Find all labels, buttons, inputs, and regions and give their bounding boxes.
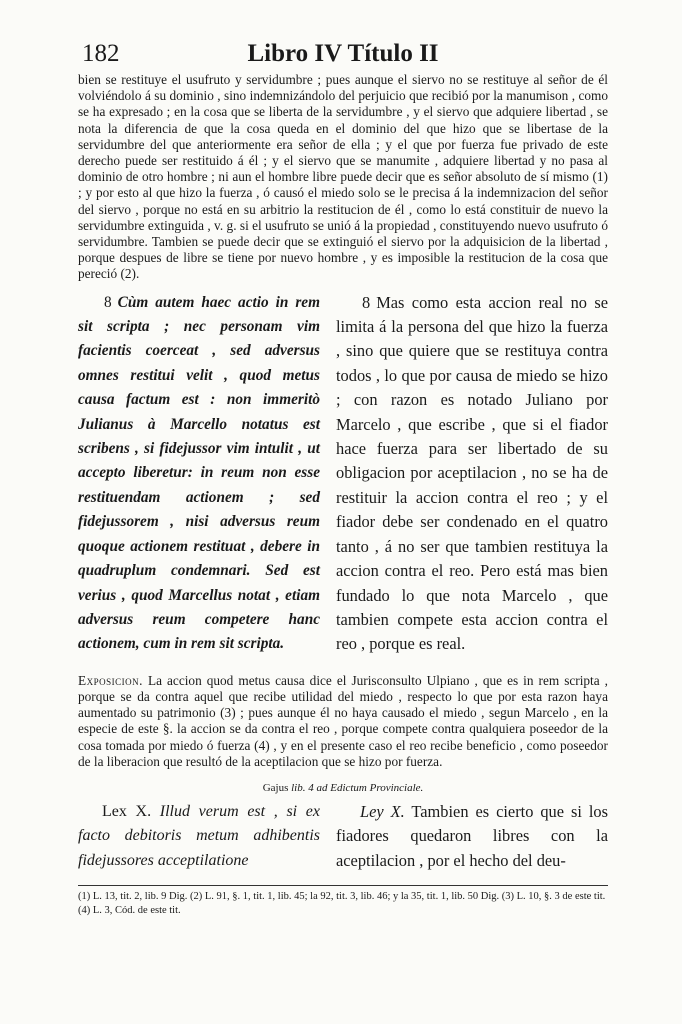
section-8-spanish — [336, 291, 608, 657]
section-8-latin — [78, 291, 336, 657]
spanish-text: Mas como esta accion real no se limita á la persona del que hizo la fuerza , sino que quiere que se restituya contra todos , lo que por causa de miedo se hizo ; con razon es notado Juliano por Marcelo , que escribe , que si el fiador hace fuerza para ser libertado de su obligacion por aceptilacion , no se ha de restituir la accion contra el reo ; y el fiador debe ser condenado en el quatro tanto , á no ser que tambien restituya la accion contra el reo. Pero está mas bien fundado lo que nota Marcelo , que tambien compete esta accion contra el reo , porque es real. — [336, 292, 608, 654]
source-citation — [78, 782, 608, 794]
source-work: lib. 4 ad Edictum Provinciale. — [291, 781, 424, 794]
book-page — [78, 38, 608, 918]
lex-10-columns — [78, 800, 608, 873]
intro-paragraph: bien se restituye el usufruto y servidumbre ; pues aunque el siervo no se restituye al señor de él volviéndolo á su dominio , sino indemnizándolo del perjuicio que recibió por la manumison , como se ha expresado ; en la cosa que se liberta de la servidumbre , y el siervo que adquiere libertad , se nota la diferencia de que la cosa queda en el dominio del que hizo que se libertase de la servidumbre del que anteriormente era señor de ella ; y el que por fuerza fue privado de este derecho puede ser restituido á él ; y el siervo que se manumite , adquiere libertad y no pasa al dominio de otro hombre ; ni aun el hombre libre puede decir que es señor absoluto de sí mismo (1) ; y por esto al que hizo la fuerza , ó causó el miedo solo se le precisa á la indemnizacion del señor del siervo , porque no está en su arbitrio la restitucion de él , como lo está constituir de nuevo la servidumbre extinguida , v. g. si el usufruto se unió á la propiedad , constituyendo nuevo usufruto ó servidumbre. Tambien se puede decir que se extinguió el siervo por la adquisicion de la libertad , porque despues de libre se tiene por nuevo hombre , y es imposible la restitucion de la cosa que pereció (2). — [78, 72, 608, 282]
ley-spanish-text: Tambien es cierto que si los fiadores quedaron libres con la aceptilacion , por el hecho del deu- — [336, 801, 608, 870]
footnotes: (1) L. 13, tit. 2, lib. 9 Dig. (2) L. 91, §. 1, tit. 1, lib. 45; la 92, tit. 3, lib. 46; y la 35, tit. 1, lib. 50 Dig. (3) L. 10, §. 3 de este tit. (4) L. 3, Cód. de este tit. — [78, 891, 606, 917]
exposicion-paragraph — [78, 673, 608, 770]
footnote-rule — [78, 885, 608, 886]
page-number: 182 — [82, 40, 120, 67]
lex-10-latin — [78, 800, 336, 873]
section-8-columns — [78, 291, 608, 657]
lex-10-spanish — [336, 800, 608, 873]
exposicion-label: Exposicion. — [78, 672, 143, 688]
page-header — [78, 38, 608, 72]
section-number-latin: 8 — [104, 293, 112, 311]
lex-latin-text: Illud verum est , si ex facto debitoris metum adhibentis fidejussores acceptilatione — [78, 802, 320, 869]
source-author: Gajus — [262, 781, 289, 794]
latin-text: Cùm autem haec actio in rem sit scripta ; nec personam vim facientis coerceat , sed adversus omnes restitui velit , quod metus causa factum est : non immeritò Julianus à Marcello notatus est scribens , si fidejussor vim intulit , ut accepto liberetur: in reum non esse restituendam actionem ; sed fidejussorem , nisi adversus reum quoque actionem restituat , debere in quadruplum condemnari. Sed est verius , quod Marcellus notat , etiam adversus reum competere hanc actionem, cum in rem sit scripta. — [78, 293, 320, 653]
lex-label: Lex X. — [102, 802, 152, 820]
running-title: Libro IV Título II — [247, 40, 439, 67]
exposicion-text: La accion quod metus causa dice el Jurisconsulto Ulpiano , que es in rem scripta , porque se da contra aquel que recibe utilidad del miedo , respecto lo que por esta razon haya aumentado su patrimonio (3) ; pues aunque él no haya causado el miedo , segun Marcelo , en la especie de este §. la accion se da contra el reo , porque compete contra qualquiera poseedor de la cosa tomada por miedo ó fuerza (4) , y en el presente caso el reo recibe beneficio , como poseedor de la liberacion que resultó de la aceptilacion que se hizo por fuerza. — [78, 672, 608, 769]
section-number-spanish: 8 — [362, 292, 371, 312]
ley-label: Ley X. — [360, 801, 405, 821]
